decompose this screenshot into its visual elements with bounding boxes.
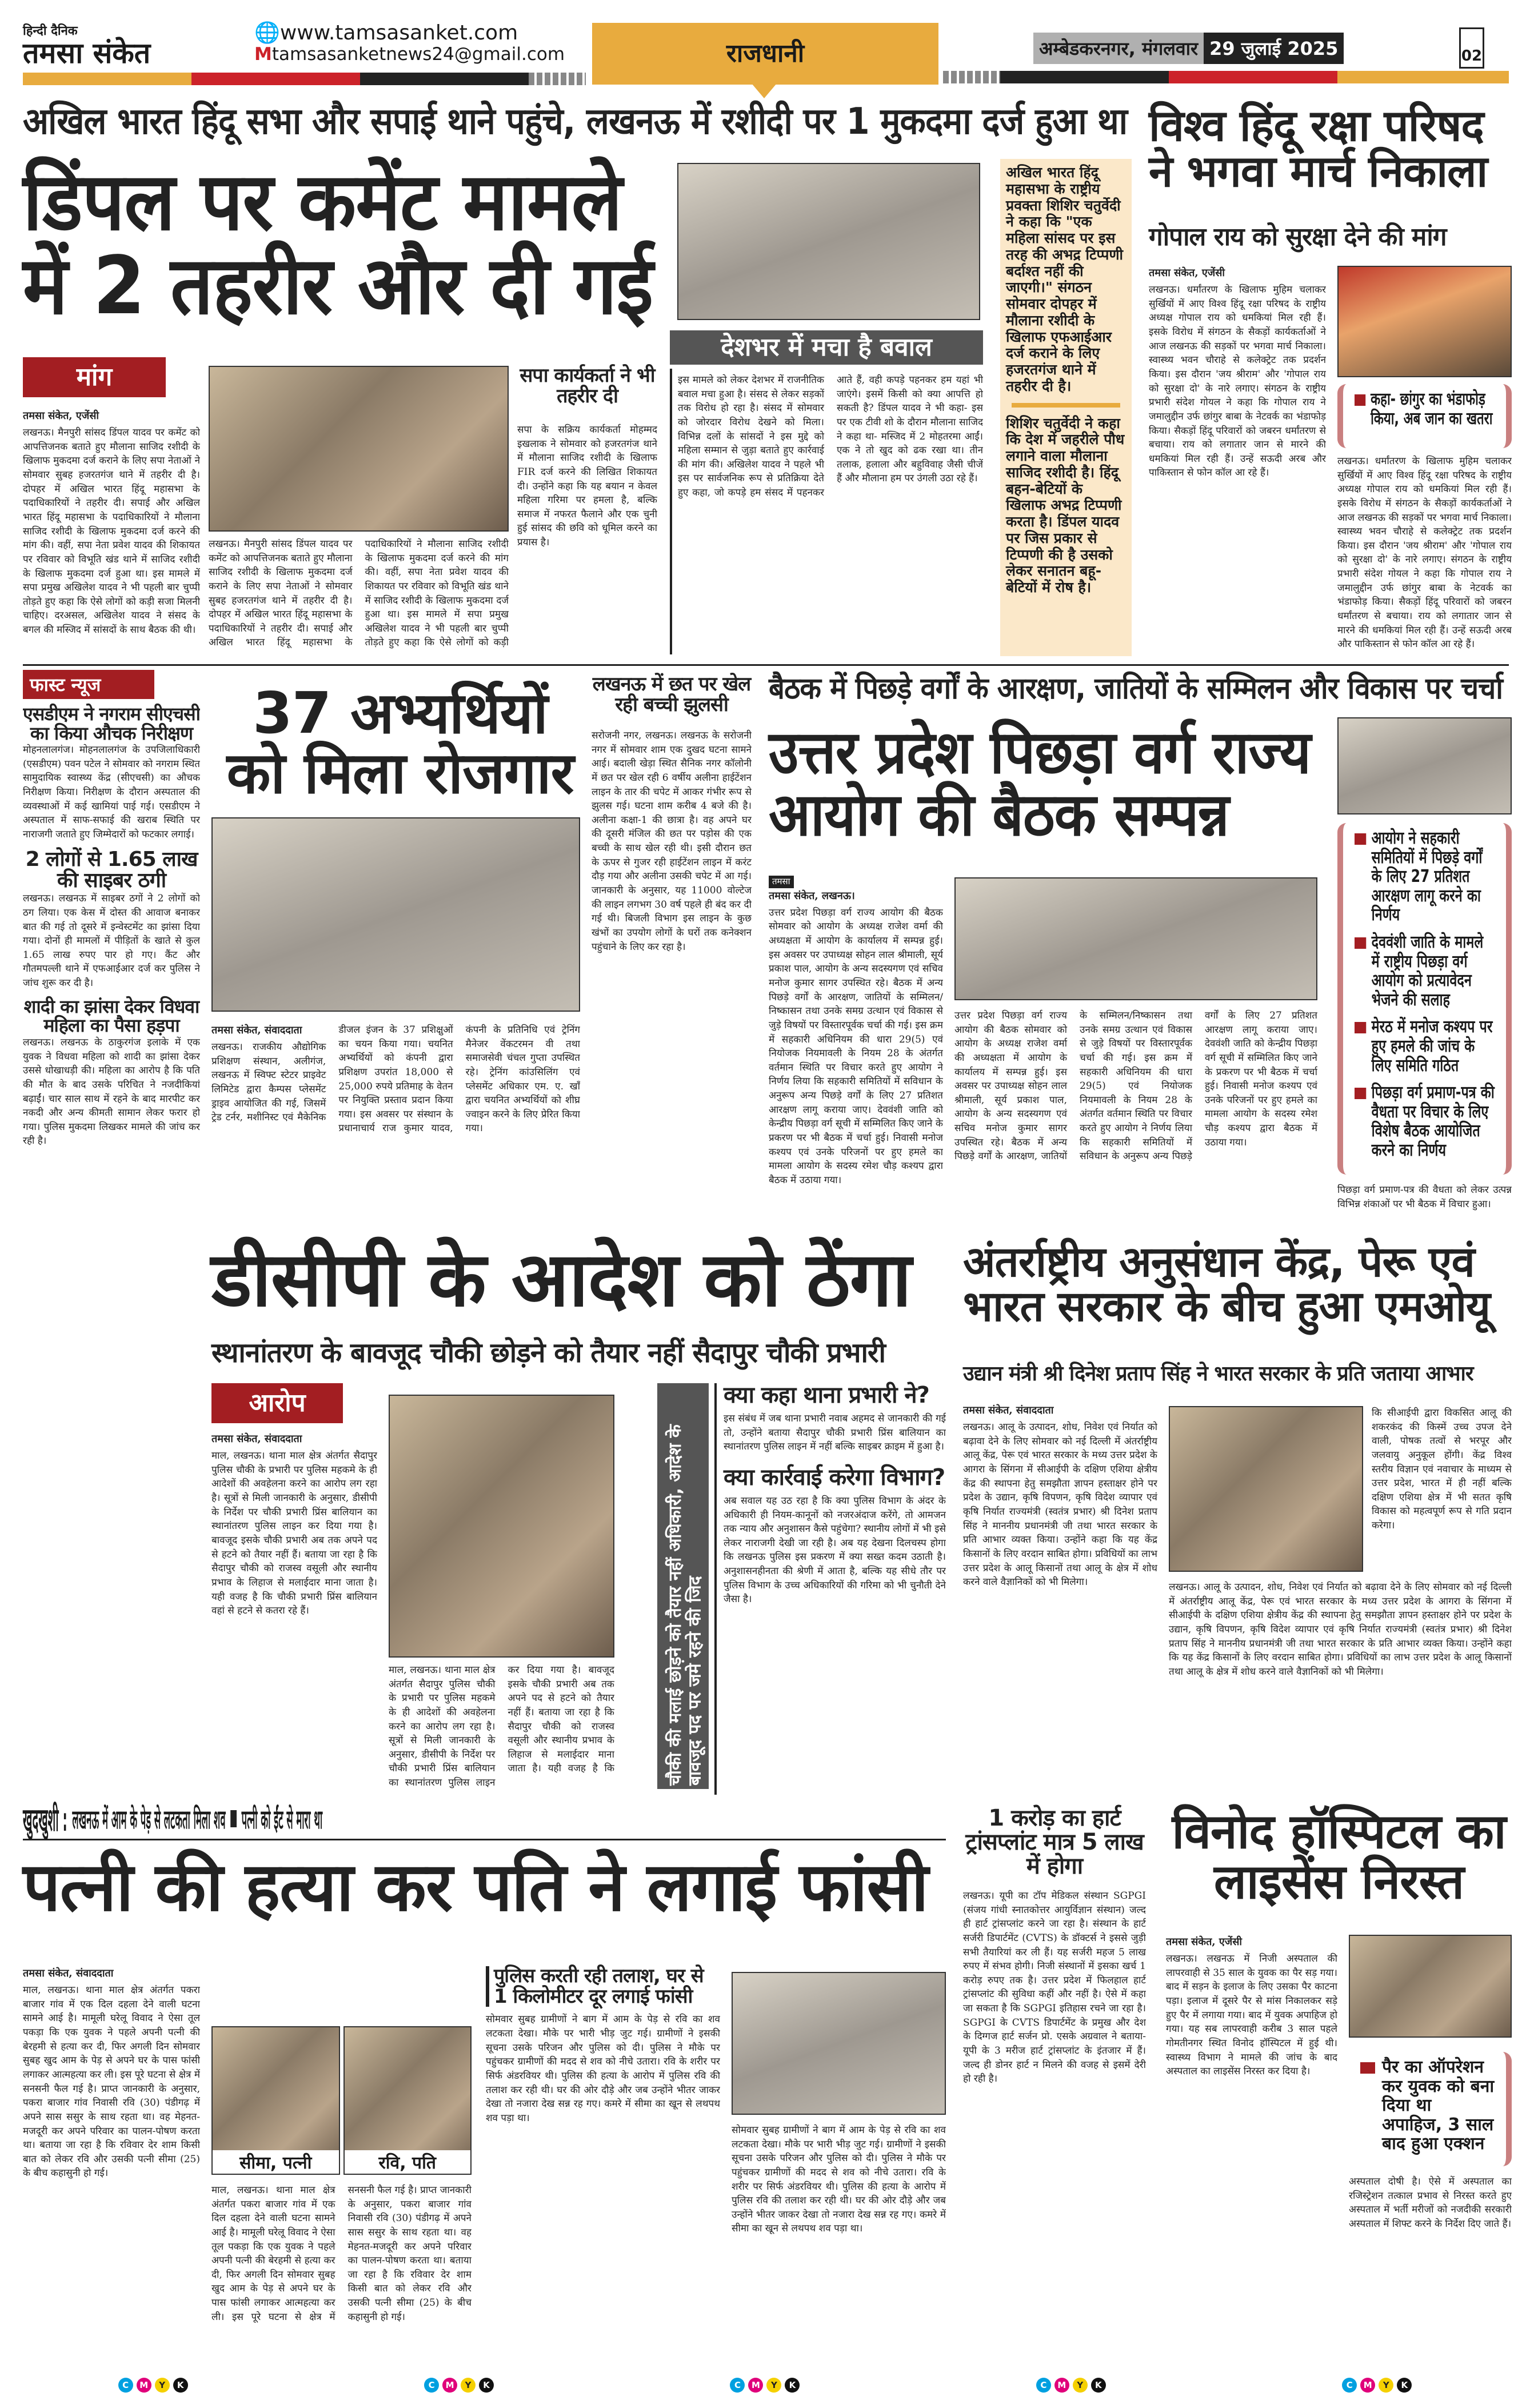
article-body: लखनऊ। धर्मांतरण के खिलाफ मुहिम चलाकर सुर्खियों में आए विश्व हिंदू रक्षा परिषद के राष्ट्रीय अध्यक्ष गोपाल राय को धमकियां मिल रही हैं। इसके विरोध में संगठन के सैकड़ों कार्यकर्ताओं ने आज लखनऊ की सड़कों पर भगवा मार्च निकाला। स्वास्थ्य भवन चौराहे से कलेक्ट्रेट तक प्रदर्शन किया। इस दौरान 'जय श्रीराम' और 'गोपाल राय को सुरक्षा दो' के नारे लगाए। संगठन के राष्ट्रीय प्रभारी संदेश गोयल ने कहा कि गोपाल राय ने जमालुद्दीन उर्फ छांगुर बाबा के नेटवर्क का भंडाफोड़ किया। सैकड़ों हिंदू परिवारों को जबरन धर्मांतरण से बचाया। राय को लगातार जान से मारने की धमकियां मिल रही हैं। उन्हें सऊदी अरब और पाकिस्तान से फोन कॉल आ रहे हैं। [1149,284,1326,479]
news-body: लखनऊ। लखनऊ के ठाकुरगंज इलाके में एक युवक ने विधवा महिला को शादी का झांसा देकर उससे धोखाधड़ी की। महिला का आरोप है कि पति की मौत के बाद उसके परिचित ने नजदीकियां बढ़ाईं। चार साल साथ में रहने के बाद मारपीट कर नकदी और अन्य कीमती सामान लेकर फरार हो गया। पुलिस मुकदमा लिखकर मामले की जांच कर रही है। [23,1036,200,1147]
bullet-text: पिछड़ा वर्ग प्रमाण-पत्र की वैधता पर विचार के लिए विशेष बैठक आयोजित करने का निर्णय [1371,1083,1495,1160]
suicide-article [23,1966,200,2366]
vertical-callout: चौकी की मलाई छोड़ने को तैयार नहीं अधिकारी, आदेश के बावजूद पद पर जमे रहने की जिद [665,1424,705,1786]
bullet-text: देववंशी जाति के मामले में राष्ट्रीय पिछड़ा वर्ग आयोग को प्रत्यावेदन भेजने की सलाह [1371,932,1484,1010]
yellow-dot: Y [1379,2378,1393,2393]
dcp-headline: डीसीपी के आदेश को ठेंगा [211,1236,912,1324]
black-dot: K [785,2378,800,2393]
mou-right-column: कि सीआईपी द्वारा विकसित आलू की शकरकंद की किस्में उच्च उपज देने वाली, पोषक तत्वों से भरपूर और जलवायु अनुकूल होंगी। केंद्र विश्व स्तरीय विज्ञान एवं नवाचार के माध्यम से उत्तर प्रदेश, भारत में ही नहीं बल्कि दक्षिण एशिया क्षेत्र में भी सतत कृषि विकास को महत्वपूर्ण रूप से गति प्रदान करेगा। [1372,1407,1512,1532]
date: 29 जुलाई 2025 [1204,33,1344,64]
photo-commission-meeting [1337,717,1512,814]
lead-headline: डिंपल पर कमेंट मामले में 2 तहरीर और दी गई [23,155,653,333]
yellow-dot: Y [155,2378,170,2393]
cmyk-mark [424,2378,494,2393]
box-headline: देशभर में मचा है बवाल [721,333,932,362]
fast-news-item [23,849,200,991]
suicide-headline: पत्नी की हत्या कर पति ने लगाई फांसी [23,1847,928,1926]
dcp-subheadline-box [211,1339,949,1379]
top-banner [23,103,1137,154]
quote-2: शिशिर चतुर्वेदी ने कहा कि देश में जहरीले पौध लगाने वाला मौलाना साजिद रशीदी है। हिंदू बहन-बेटियों के खिलाफ अभद्र टिप्पणी करता है। डिंपल यादव पर जिस प्रकार से टिप्पणी की है उसको लेकर सनातन बहू-बेटियों में रोष है। [1006,414,1125,596]
mou-article-cont: लखनऊ। आलू के उत्पादन, शोध, निवेश एवं निर्यात को बढ़ावा देने के लिए सोमवार को नई दिल्ली में अंतर्राष्ट्रीय आलू केंद्र, पेरू एवं भारत सरकार के मध्य उत्तर प्रदेश के आगरा के सिंगना में सीआईपी के दक्षिण एशिया क्षेत्रीय केंद्र की स्थापना हेतु समझौता ज्ञापन हस्ताक्षर होने पर प्रदेश के उद्यान, कृषि विपणन, कृषि विदेश व्यापार एवं कृषि निर्यात राज्यमंत्री (स्वतंत्र प्रभार) श्री दिनेश प्रताप सिंह ने माननीय प्रधानमंत्री जी तथा भारत सरकार के प्रति आभार व्यक्त किया। उन्होंने कहा कि यह केंद्र किसानों के लिए वरदान साबित होगा। प्रविधियों का लाभ उत्तर प्रदेश के आलू किसानों तथा आलू के क्षेत्र में शोध करने वाले वैज्ञानिकों को भी मिलेगा। [1169,1582,1512,1678]
bullet-icon [1355,833,1366,845]
girl-article: सरोजनी नगर, लखनऊ। लखनऊ के सरोजनी नगर में सोमवार शाम एक दुखद घटना सामने आई। बदाली खेड़ा स्थित सैनिक नगर कॉलोनी में छत पर खेल रही 6 वर्षीय अलीना हाईटेंशन लाइन के तार की चपेट में आकर गंभीर रूप से झुलस गई। घटना शाम करीब 4 बजे की है। अलीना कक्षा-1 की छात्रा है। वह अपने घर की दूसरी मंजिल की छत पर पड़ोस की एक बच्ची के साथ खेल रही थी। इसी दौरान छत के ऊपर से गुजर रही हाईटेंशन लाइन में करंट दौड़ गया और अलीना उसकी चपेट में आ गई। जानकारी के अनुसार, यह 11000 वोल्टेज की लाइन लगभग 30 वर्ष पहले ही बंद कर दी गई थी। बिजली विभाग इस लाइन के कुछ खंभों का उपयोग लोगों के घरों तक कनेक्शन पहुंचाने के लिए कर रहा है। [592,730,752,953]
vhrp-subheadline: गोपाल राय को सुरक्षा देने की मांग [1149,222,1447,251]
article-body: लखनऊ। आलू के उत्पादन, शोध, निवेश एवं निर्यात को बढ़ावा देने के लिए सोमवार को नई दिल्ली में अंतर्राष्ट्रीय आलू केंद्र, पेरू एवं भारत सरकार के मध्य उत्तर प्रदेश के आगरा के सिंगना में सीआईपी के दक्षिण एशिया क्षेत्रीय केंद्र की स्थापना हेतु समझौता ज्ञापन हस्ताक्षर होने पर प्रदेश के उद्यान, कृषि विपणन, कृषि विदेश व्यापार एवं कृषि निर्यात राज्यमंत्री (स्वतंत्र प्रभार) श्री दिनेश प्रताप सिंह ने माननीय प्रधानमंत्री जी तथा भारत सरकार के प्रति आभार व्यक्त किया। उन्होंने कहा कि यह केंद्र किसानों के लिए वरदान साबित होगा। प्रविधियों का लाभ उत्तर प्रदेश के आलू किसानों तथा आलू के क्षेत्र में शोध करने वाले वैज्ञानिकों को भी मिलेगा। [963,1421,1157,1588]
globe-icon: 🌐 [254,21,280,45]
cyan-dot: C [1342,2378,1357,2393]
square-separator [230,1810,237,1827]
cmyk-mark [118,2378,188,2393]
tag-demand: मांग [23,357,166,397]
sub-headline: सपा कार्यकर्ता ने भी तहरीर दी [520,364,655,408]
hospital-tail: अस्पताल दोषी है। ऐसे में अस्पताल का रजिस्ट्रेशन तत्काल प्रभाव से निरस्त करते हुए अस्पताल में भर्ती मरीजों को नजदीकी सरकारी अस्पताल में शिफ्ट करने के निर्देश दिए जाते हैं। [1349,2176,1512,2230]
dcp-side-articles [714,1383,946,1795]
photo-hospital [1349,1935,1512,2038]
bullet-text: आयोग ने सहकारी समितियों में पिछड़े वर्गों के लिए 27 प्रतिशत आरक्षण लागू करने का निर्णय [1371,828,1483,925]
dcp-headline-box [211,1236,949,1335]
mou-headline-box [963,1237,1512,1359]
heart-headline: 1 करोड़ का हार्ट ट्रांसप्लांट मात्र 5 लाख में होगा [965,1805,1144,1879]
masthead-logo [23,22,151,70]
girl-headline-box [592,674,752,725]
bullet-icon [1355,937,1366,949]
dcp-article-cont: माल, लखनऊ। थाना माल क्षेत्र अंतर्गत सैदापुर पुलिस चौकी के प्रभारी पर पुलिस महकमे के ही आदेशों की अवहेलना करने का आरोप लग रहा है। सूत्रों से मिली जानकारी के अनुसार, डीसीपी के निर्देश पर चौकी प्रभारी प्रिंस बालियान का स्थानांतरण पुलिस लाइन कर दिया गया है। बावजूद इसके चौकी प्रभारी अब तक अपने पद से हटने को तैयार नहीं हैं। बताया जा रहा है कि सैदापुर चौकी को राजस्व वसूली और स्थानीय प्रभाव के लिहाज से मलाईदार माना जाता है। यही वजह है कि [389,1664,614,1789]
quote-1: अखिल भारत हिंदू महासभा के राष्ट्रीय प्रवक्ता शिशिर चतुर्वेदी ने कहा कि "एक महिला सांसद पर इस तरह की अभद्र टिप्पणी बर्दाश्त नहीं की जाएगी।" संगठन सोमवार दोपहर में मौलाना रशीदी के खिलाफ एफआईआर दर्ज कराने के लिए हजरतगंज थाने में तहरीर दी है। [1006,164,1124,394]
suicide-sub-article [486,1966,720,2366]
suicide-headline-box [23,1847,946,1960]
paper-name: तमसा संकेत [23,37,151,70]
article-body: लखनऊ। मैनपुरी सांसद डिंपल यादव पर कमेंट को आपत्तिजनक बताते हुए मौलाना साजिद रशीदी के खिलाफ मुकदमा दर्ज कराने के लिए सपा नेताओं ने सोमवार सुबह हजरतगंज थाने में तहरीर दी है। दोपहर में अखिल भारत हिंदू महासभा के पदाधिकारियों ने तहरीर दी। सपाई और अखिल भारत हिंदू महासभा के पदाधिकारियों ने मौलाना साजिद रशीदी के खिलाफ मुकदमा दर्ज करने की मांग की। वहीं, सपा नेता प्रवेश यादव की शिकायत पर रविवार को विभूति खंड थाने में साजिद रशीदी के खिलाफ मुकदमा दर्ज हुआ था। इस मामले में सपा प्रमुख अखिलेश यादव ने भी पहली बार चुप्पी तोड़ते हुए कहा कि ऐसे लोगों को कड़ी सजा मिलनी चाहिए। दरअसल, अखिलेश यादव ने संसद के बगल की मस्जिद में सांसदों के साथ बैठक की थी। [23,427,200,636]
byline: तमसा संकेत, एजेंसी [1166,1936,1243,1948]
article-body: लखनऊ। लखनऊ में निजी अस्पताल की लापरवाही से 35 साल के युवक का पैर सड़ गया। बाद में सड़न के इलाज के लिए उसका पैर काटना पड़ा। इलाज में दूसरे पैर से मांस निकालकर सड़े हुए पैर में लगाया गया। बाद में युवक अपाहिज हो गया। यह सब लापरवाही करीब 3 साल पहले गोमतीनगर स्थित विनोद हॉस्पिटल में हुई थी। स्वास्थ्य विभाग ने मामले की जांच के बाद अस्पताल का लाइसेंस निरस्त कर दिया है। [1166,1953,1337,2078]
photo-saffron-march [1337,266,1512,377]
suicide-article-cont: माल, लखनऊ। थाना माल क्षेत्र अंतर्गत पकरा बाजार गांव में एक दिल दहला देने वाली घटना सामने आई है। मामूली घरेलू विवाद ने ऐसा तूल पकड़ा कि एक युवक ने पहले अपनी पत्नी की बेरहमी से हत्या कर दी, फिर अगली दिन सोमवार सुबह खुद आम के पेड़ से अपने घर के पास फांसी लगाकर आत्महत्या कर ली। इस पूरे घटना से क्षेत्र में सनसनी फैल गई है। प्राप्त जानकारी के अनुसार, पकरा बाजार गांव निवासी रवि (30) पंडीगढ़ में अपने सास ससुर के साथ रहता था। वह मेहनत-मजदूरी कर अपने परिवार का पालन-पोषण करता था। बताया जा रहा है कि रविवार देर शाम किसी बात को लेकर रवि और उसकी पत्नी सीमा (25) के बीच कहासुनी हो गई। [211,2185,472,2323]
vhrp-subheadline-box [1149,224,1515,262]
byline: तमसा संकेत, संवाददाता [211,1433,302,1445]
quote-box [1000,159,1132,656]
byline: तमसा संकेत, एजेंसी [23,410,99,422]
sub-headline: क्या कार्रवाई करेगा विभाग? [724,1464,945,1491]
photo-husband [343,2026,472,2175]
dateline [1033,33,1451,65]
vertical-callout-box [657,1383,709,1789]
jobs-headline-box [223,680,577,812]
cyan-dot: C [730,2378,745,2393]
news-headline: शादी का झांसा देकर विधवा महिला का पैसा हड़पा [23,995,199,1037]
gmail-icon: M [254,43,272,65]
black-dot: K [173,2378,188,2393]
article-body: माल, लखनऊ। थाना माल क्षेत्र अंतर्गत पकरा बाजार गांव में एक दिल दहला देने वाली घटना सामने आई है। मामूली घरेलू विवाद ने ऐसा तूल पकड़ा कि एक युवक ने पहले अपनी पत्नी की बेरहमी से हत्या कर दी, फिर अगली दिन सोमवार सुबह खुद आम के पेड़ से अपने घर के पास फांसी लगाकर आत्महत्या कर ली। इस पूरे घटना से क्षेत्र में सनसनी फैल गई है। प्राप्त जानकारी के अनुसार, पकरा बाजार गांव निवासी रवि (30) पंडीगढ़ में अपने सास ससुर के साथ रहता था। वह मेहनत-मजदूरी कर अपने परिवार का पालन-पोषण करता था। बताया जा रहा है कि रविवार देर शाम किसी बात को लेकर रवि और उसकी पत्नी सीमा (25) के बीच कहासुनी हो गई। [23,1984,200,2179]
black-dot: K [479,2378,494,2393]
article-body: सोमवार सुबह ग्रामीणों ने बाग में आम के पेड़ से रवि का शव लटकता देखा। मौके पर भारी भीड़ जुट गई। ग्रामीणों ने इसकी सूचना उसके परिजन और पुलिस को दी। पुलिस ने मौके पर पहुंचकर ग्रामीणों की मदद से शव को नीचे उतारा। रवि के शरीर पर सिर्फ अंडरवियर थी। पुलिस की हत्या के आरोप में पुलिस रवि की तलाश कर रही थी। घर की ओर दौड़े और जब उन्होंने भीतर जाकर देखा तो नजारा देख सन्न रह गए। कमरे में सीमा का खून से लथपथ शव पड़ा था। [486,2014,720,2124]
sub-article: सपा के सक्रिय कार्यकर्ता मोहम्मद इखलाक ने सोमवार को हजरतगंज थाने में मौलाना साजिद रशीदी के खिलाफ FIR दर्ज करने की लिखित शिकायत दी। उन्होंने कहा कि यह बयान न केवल महिला गरिमा पर हमला है, बल्कि समाज में नफरत फैलाने और एक चुनी हुई सांसद की छवि को धूमिल करने का प्रयास है। [517,424,657,549]
header-stripe-left [23,73,589,85]
photo-wife [211,2026,340,2175]
fast-news-column [23,670,200,1424]
obc-headline-box [769,717,1317,867]
mou-subheadline-box [963,1363,1512,1396]
photo-minister [1169,1406,1363,1572]
sidebar-text: पैर का ऑपरेशन कर युवक को बना दिया था अपाहिज, 3 साल बाद हुआ एक्शन [1382,2057,1495,2154]
obc-sidebar [1337,823,1512,1175]
cmyk-mark [1036,2378,1106,2393]
print-registration-marks [0,2378,1530,2393]
magenta-dot: M [442,2378,457,2393]
section-tag: तमसा [769,876,794,888]
strap-label: खुदखुशी : [23,1802,67,1839]
section-label: राजधानी [592,23,938,85]
section-pointer [752,83,777,98]
byline: तमसा संकेत, संवाददाता [211,1024,302,1036]
vhrp-article-cont: लखनऊ। धर्मांतरण के खिलाफ मुहिम चलाकर सुर्खियों में आए विश्व हिंदू रक्षा परिषद के राष्ट्रीय अध्यक्ष गोपाल राय को धमकियां मिल रही हैं। इसके विरोध में संगठन के सैकड़ों कार्यकर्ताओं ने आज लखनऊ की सड़कों पर भगवा मार्च निकाला। स्वास्थ्य भवन चौराहे से कलेक्ट्रेट तक प्रदर्शन किया। इस दौरान 'जय श्रीराम' और 'गोपाल राय को सुरक्षा दो' के नारे लगाए। संगठन के राष्ट्रीय प्रभारी संदेश गोयल ने कहा कि गोपाल राय ने जमालुद्दीन उर्फ छांगुर बाबा के नेटवर्क का भंडाफोड़ किया। सैकड़ों हिंदू परिवारों को जबरन धर्मांतरण से बचाया। राय को लगातार जान से मारने की धमकियां मिल रही हैं। उन्हें सऊदी अरब और पाकिस्तान से फोन कॉल आ रहे हैं। [1337,456,1512,650]
lead-article-cont [209,537,509,657]
lead-headline-box [23,155,657,352]
obc-tail: पिछड़ा वर्ग प्रमाण-पत्र की वैधता को लेकर उत्पन्न विभिन्न शंकाओं पर भी बैठक में विचार हुआ। [1337,1184,1512,1210]
yellow-dot: Y [766,2378,781,2393]
bullet-icon [1355,394,1365,406]
black-dot: K [1091,2378,1106,2393]
top-banner-headline: अखिल भारत हिंदू सभा और सपाई थाने पहुंचे, लखनऊ में रशीदी पर 1 मुकदमा दर्ज हुआ था [23,101,1128,143]
vhrp-sidebar [1337,384,1512,448]
article-body: लखनऊ। राजकीय औद्योगिक प्रशिक्षण संस्थान, अलीगंज, लखनऊ में स्विफ्ट स्टेटर प्राइवेट लिमिटेड द्वारा कैम्पस प्लेसमेंट ड्राइव आयोजित की गई, जिसमें ट्रेड टर्नर, मशीनिस्ट एवं मैकेनिक डीजल इंजन के 37 प्रशिक्षुओं का चयन किया गया। चयनित अभ्यर्थियों को कंपनी द्वारा प्रशिक्षण उपरांत 18,000 से 25,000 रुपये प्रतिमाह के वेतन पर नियुक्ति प्रस्ताव प्रदान किया गया। इस अवसर पर संस्थान के प्रधानाचार्य राज कुमार यादव, कंपनी के प्रतिनिधि एवं ट्रेनिंग मैनेजर वेंकटरमन वी तथा समाजसेवी चंचल गुप्ता उपस्थित रहे। ट्रेनिंग कांउसिलिंग एवं प्लेसमेंट अधिकार एम. ए. खाँ द्वारा चयनित अभ्यर्थियों को शीघ्र ज्वाइन करने के लिए प्रेरित किया गया। [211,1024,580,1135]
photo-campus-placement [211,817,580,1012]
lead-article [23,409,200,660]
yellow-dot: Y [461,2378,476,2393]
photo-commission-table [954,877,1317,1000]
vhrp-article [1149,266,1326,660]
magenta-dot: M [1360,2378,1375,2393]
obc-article [769,874,943,1229]
fast-news-item [23,705,200,842]
contact-block [254,22,586,70]
bullet-icon [1355,1022,1366,1033]
cyan-dot: C [118,2378,133,2393]
tag-allegation: आरोप [211,1383,343,1423]
obc-kicker-box [769,673,1512,712]
mou-headline: अंतर्राष्ट्रीय अनुसंधान केंद्र, पेरू एवं भारत सरकार के बीच हुआ एमओयू [963,1237,1490,1331]
divider [23,664,1509,666]
strap-text: पत्नी को ईंट से मारा था [241,1804,323,1835]
hospital-headline-box [1166,1803,1512,1929]
hospital-headline: विनोद हॉस्पिटल का लाइसेंस निरस्त [1172,1803,1506,1910]
magenta-dot: M [748,2378,763,2393]
news-body: लखनऊ। लखनऊ में साइबर ठगों ने 2 लोगों को ठग लिया। एक केस में दोस्त की आवाज बनाकर बात की गई तो दूसरे में इन्वेस्टमेंट का झांसा दिया गया। दोनों ही मामलों में पीड़ितों के खाते से कुल 1.65 लाख रुपए पार हो गए। कैंट और गौतमपल्ली थाने में एफआईआर दर्ज कर पुलिस ने जांच शुरू कर दी है। [23,893,200,989]
article-body: माल, लखनऊ। थाना माल क्षेत्र अंतर्गत सैदापुर पुलिस चौकी के प्रभारी पर पुलिस महकमे के ही आदेशों की अवहेलना करने का आरोप लग रहा है। सूत्रों से मिली जानकारी के अनुसार, डीसीपी के निर्देश पर चौकी प्रभारी प्रिंस बालियान का स्थानांतरण पुलिस लाइन कर दिया गया है। बावजूद इसके चौकी प्रभारी अब तक अपने पद से हटने को तैयार नहीं हैं। बताया जा रहा है कि सैदापुर चौकी को राजस्व वसूली और स्थानीय प्रभाव के लिहाज से मलाईदार माना जाता है। यही वजह है कि चौकी प्रभारी प्रिंस बालियान वहां से हटने से कतरा रहे हैं। [211,1450,377,1617]
news-headline: 2 लोगों से 1.65 लाख की साइबर ठगी [25,847,198,893]
suicide-sub-article-cont: सोमवार सुबह ग्रामीणों ने बाग में आम के पेड़ से रवि का शव लटकता देखा। मौके पर भारी भीड़ जुट गई। ग्रामीणों ने इसकी सूचना उसके परिजन और पुलिस को दी। पुलिस ने मौके पर पहुंचकर ग्रामीणों की मदद से शव को नीचे उतारा। रवि के शरीर पर सिर्फ अंडरवियर थी। पुलिस की हत्या के आरोप में पुलिस रवि की तलाश कर रही थी। घर की ओर दौड़े और जब उन्होंने भीतर जाकर देखा तो नजारा देख सन्न रह गए। कमरे में सीमा का खून से लथपथ शव पड़ा था। [732,2125,946,2235]
news-headline: एसडीएम ने नगराम सीएचसी का किया औचक निरीक्षण [23,703,200,744]
article-body: इस संबंध में जब थाना प्रभारी नवाब अहमद से जानकारी की गई तो, उन्होंने बताया सैदापुर चौकी प्रभारी प्रिंस बालियान का स्थानांतरण पुलिस लाइन में नहीं बल्कि साइबर क्राइम में हुआ है। [724,1413,946,1453]
fast-news-item [23,997,200,1148]
article-body: उत्तर प्रदेश पिछड़ा वर्ग राज्य आयोग की बैठक सोमवार को आयोग के अध्यक्ष राजेश वर्मा की अध्यक्षता में आयोग के कार्यालय में सम्पन्न हुई। इस अवसर पर उपाध्यक्ष सोहन लाल श्रीमाली, सूर्य प्रकाश पाल, आयोग के अन्य सदस्यगण एवं सचिव मनोज कुमार सागर उपस्थित रहे। बैठक में अन्य पिछड़े वर्गों के आरक्षण, जातियों के सम्मिलन/निष्कासन तथा उनके समग्र उत्थान एवं विकास से जुड़े विषयों पर विस्तारपूर्वक चर्चा की गई। इस क्रम में सहकारी अधिनियम की धारा 29(5) एवं नियोजक नियमावली के नियम 28 के अंतर्गत वर्तमान स्थिति पर विचार करते हुए आयोग ने निर्णय लिया कि सहकारी समितियों में सविधान के अनुरूप अन्य पिछड़े वर्गों के लिए 27 प्रतिशत आरक्षण लागू कराया जाए। देववंशी जाति को केन्द्रीय पिछड़ा वर्ग सूची में सम्मिलित किए जाने के प्रकरण पर भी बैठक में चर्चा हुई। निवासी मनोज कश्यप एवं उनके परिजनों पर हुए हमले का मामला आयोग के सदस्य रमेश चौड़ कश्यप द्वारा बैठक में उठाया गया। [769,907,943,1186]
sub-headline-box [517,366,657,418]
photo-sp-workers [209,366,509,532]
bullet-text: मेरठ में मनोज कश्यप पर हुए हमले की जांच के लिए समिति गठित [1371,1017,1493,1076]
cmyk-mark [730,2378,800,2393]
obc-headline: उत्तर प्रदेश पिछड़ा वर्ग राज्य आयोग की बैठक सम्पन्न [769,717,1311,850]
byline: तमसा संकेत, एजेंसी [1149,267,1225,279]
divider [1012,403,1120,408]
article-body: लखनऊ। मैनपुरी सांसद डिंपल यादव पर कमेंट को आपत्तिजनक बताते हुए मौलाना साजिद रशीदी के खिलाफ मुकदमा दर्ज कराने के लिए सपा नेताओं ने सोमवार सुबह हजरतगंज थाने में तहरीर दी है। दोपहर में अखिल भारत हिंदू महासभा के पदाधिकारियों ने तहरीर दी। सपाई और अखिल भारत हिंदू महासभा के पदाधिकारियों ने मौलाना साजिद रशीदी के खिलाफ मुकदमा दर्ज करने की मांग की। वहीं, सपा नेता प्रवेश यादव की शिकायत पर रविवार को विभूति खंड थाने में साजिद रशीदी के खिलाफ मुकदमा दर्ज हुआ था। इस मामले में सपा प्रमुख अखिलेश यादव ने भी पहली बार चुप्पी तोड़ते हुए कहा कि ऐसे लोगों को कड़ी [209,538,509,649]
heart-headline-box [963,1806,1146,1885]
cmyk-mark [1342,2378,1412,2393]
email-link[interactable]: tamsasanketnews24@gmail.com [271,43,565,65]
news-body: मोहनलालगंज। मोहनलालगंज के उपजिलाधिकारी (एसडीएम) पवन पटेल ने सोमवार को नगराम स्थित सामुदायिक स्वास्थ्य केंद्र (सीएचसी) का औचक निरीक्षण किया। निरीक्षण के दौरान अस्पताल की व्यवस्थाओं में कई खामियां पाई गई। एसडीएम ने अस्पताल में साफ-सफाई की खराब स्थिति पर नाराजगी जताते हुए जिम्मेदारों को फटकार लगाई। [23,744,200,841]
website-link[interactable]: www.tamsasanket.com [279,21,518,45]
bullet-icon [1355,1088,1366,1099]
dcp-subheadline: स्थानांतरण के बावजूद चौकी छोड़ने को तैयार नहीं सैदापुर चौकी प्रभारी [211,1337,885,1369]
magenta-dot: M [137,2378,151,2393]
black-dot: K [1397,2378,1412,2393]
sub-headline: क्या कहा थाना प्रभारी ने? [724,1382,929,1408]
article-body: अब सवाल यह उठ रहा है कि क्या पुलिस विभाग के अंदर के अधिकारी ही नियम-कानूनों को नजरअंदाज करेंगे, तो आमजन तक न्याय और अनुशासन कैसे पहुंचेगा? स्थानीय लोगों में भी इसे लेकर नाराजगी देखी जा रही है। अब यह देखना दिलचस्प होगा कि लखनऊ पुलिस इस प्रकरण में क्या सख्त कदम उठाती है। अनुशासनहीनता की श्रेणी में आता है, बल्कि यह सीधे तौर पर पुलिस विभाग के उच्च अधिकारियों की गरिमा को भी चुनौती देने जैसा है। [724,1495,946,1606]
bullet-icon [1360,2062,1375,2074]
page-number: 02 [1459,27,1484,69]
photo-chowki-incharge [389,1395,614,1658]
mou-article [963,1403,1157,1798]
vhrp-headline: विश्व हिंदू रक्षा परिषद ने भगवा मार्च निकाला [1149,100,1488,197]
vhrp-headline-box [1149,100,1515,220]
photo-police-meeting [677,163,980,320]
uproar-article: इस मामले को लेकर देशभर में राजनीतिक बवाल मचा हुआ है। संसद से लेकर सड़कों तक विरोध हो रहा है। संसद में सोमवार को जोरदार विरोध देखने को मिला। विभिन्न दलों के सांसदों ने इस मुद्दे को महिला सम्मान से जुड़ा बताते हुए कार्रवाई की मांग की। अखिलेश यादव ने पहले भी इस पर सार्वजनिक रूप से प्रतिक्रिया देते हुए कहा, जो कपड़े हम संसद में पहनकर आते हैं, वही कपड़े पहनकर हम यहां भी जाएंगे। इसमें किसी को क्या आपत्ति हो सकती है? डिंपल यादव ने भी कहा- इस पर एक टीवी शो के दौरान मौलाना साजिद ने कहा था- मस्जिद में 2 मोहतरमा आईं। एक ने तो खुद को ढक रखा था। तीन तलाक, हलाला और बहुविवाह जैसी चीजें हैं और मौलाना हम पर उंगली उठा रहे हैं। [670,369,983,654]
photo-caption: सीमा, पत्नी [213,2150,339,2174]
obc-article-cont: उत्तर प्रदेश पिछड़ा वर्ग राज्य आयोग की बैठक सोमवार को आयोग के अध्यक्ष राजेश वर्मा की अध्यक्षता में आयोग के कार्यालय में सम्पन्न हुई। इस अवसर पर उपाध्यक्ष सोहन लाल श्रीमाली, सूर्य प्रकाश पाल, आयोग के अन्य सदस्यगण एवं सचिव मनोज कुमार सागर उपस्थित रहे। बैठक में अन्य पिछड़े वर्गों के आरक्षण, जातियों के सम्मिलन/निष्कासन तथा उनके समग्र उत्थान एवं विकास से जुड़े विषयों पर विस्तारपूर्वक चर्चा की गई। इस क्रम में सहकारी अधिनियम की धारा 29(5) एवं नियोजक नियमावली के नियम 28 के अंतर्गत वर्तमान स्थिति पर विचार करते हुए आयोग ने निर्णय लिया कि सहकारी समितियों में सविधान के अनुरूप अन्य पिछड़े वर्गों के लिए 27 प्रतिशत आरक्षण लागू कराया जाए। देववंशी जाति को केन्द्रीय पिछड़ा वर्ग सूची में सम्मिलित किए जाने के प्रकरण पर भी बैठक में चर्चा हुई। निवासी मनोज कश्यप एवं उनके परिजनों पर हुए हमले का मामला आयोग के सदस्य रमेश चौड़ कश्यप द्वारा बैठक में उठाया गया। [954,1010,1317,1163]
photo-couple [211,2026,472,2175]
byline: तमसा संकेत, संवाददाता [963,1404,1054,1416]
header-stripe-right [943,71,1509,83]
strap-text: लखनऊ में आम के पेड़ से लटकता मिला शव [72,1804,226,1835]
photo-crime-scene [732,1972,946,2115]
photo-caption: रवि, पति [345,2150,471,2174]
cyan-dot: C [424,2378,439,2393]
fast-news-label: फास्ट न्यूज [23,670,154,699]
suicide-strap [23,1800,946,1840]
mou-subheadline: उद्यान मंत्री श्री दिनेश प्रताप सिंह ने भारत सरकार के प्रति जताया आभार [963,1362,1473,1385]
place-day: अम्बेडकरनगर, मंगलवार [1033,33,1204,64]
cyan-dot: C [1036,2378,1051,2393]
jobs-headline: 37 अभ्यर्थियों को मिला रोजगार [226,680,574,806]
byline: तमसा संकेत, लखनऊ। [769,889,855,902]
obc-kicker: बैठक में पिछड़े वर्गों के आरक्षण, जातियों के सम्मिलन और विकास पर चर्चा [769,672,1503,706]
tagline: हिन्दी दैनिक [23,24,78,38]
girl-headline: लखनऊ में छत पर खेल रही बच्ची झुलसी [592,673,751,716]
jobs-article [211,1023,580,1229]
magenta-dot: M [1054,2378,1069,2393]
byline: तमसा संकेत, संवाददाता [23,1967,114,1979]
box-headline-bg [670,330,983,365]
yellow-dot: Y [1073,2378,1088,2393]
heart-article: लखनऊ। यूपी का टॉप मेडिकल संस्थान SGPGI (संजय गांधी स्नातकोत्तर आयुर्विज्ञान संस्थान) जल्द ही हार्ट ट्रांसप्लांट करने जा रहा है। संस्थान के हार्ट सर्जरी डिपार्टमेंट (CVTS) के डॉक्टर्स ने इससे जुड़ी सभी तैयारियां कर ली हैं। यह सर्जरी महज 5 लाख रुपए में संभव होगी। निजी संस्थानों में इसका खर्च 1 करोड़ रुपए तक है। उत्तर प्रदेश में फिलहाल हार्ट ट्रांसप्लांट की सुविधा कहीं और नहीं है। ऐसे में कहा जा सकता है कि SGPGI इतिहास रचने जा रहा है। SGPGI के CVTS डिपार्टमेंट के प्रमुख और देश के दिग्गज हार्ट सर्जन प्रो. एसके अग्रवाल ने बताया- यूपी के 3 मरीज हार्ट ट्रांसप्लांट के इंतजार में हैं। जल्द ही डोनर हार्ट न मिलने की वजह से इसमें देरी हो रही है। [963,1890,1146,2085]
dcp-article [211,1432,377,1798]
sub-headline: पुलिस करती रही तलाश, घर से 1 किलोमीटर दूर लगाई फांसी [486,1966,720,2007]
hospital-sidebar [1349,2052,1512,2166]
sidebar-text: कहा- छांगुर का भंडाफोड़ किया, अब जान का खतरा [1371,389,1493,429]
hospital-article [1166,1935,1337,2366]
